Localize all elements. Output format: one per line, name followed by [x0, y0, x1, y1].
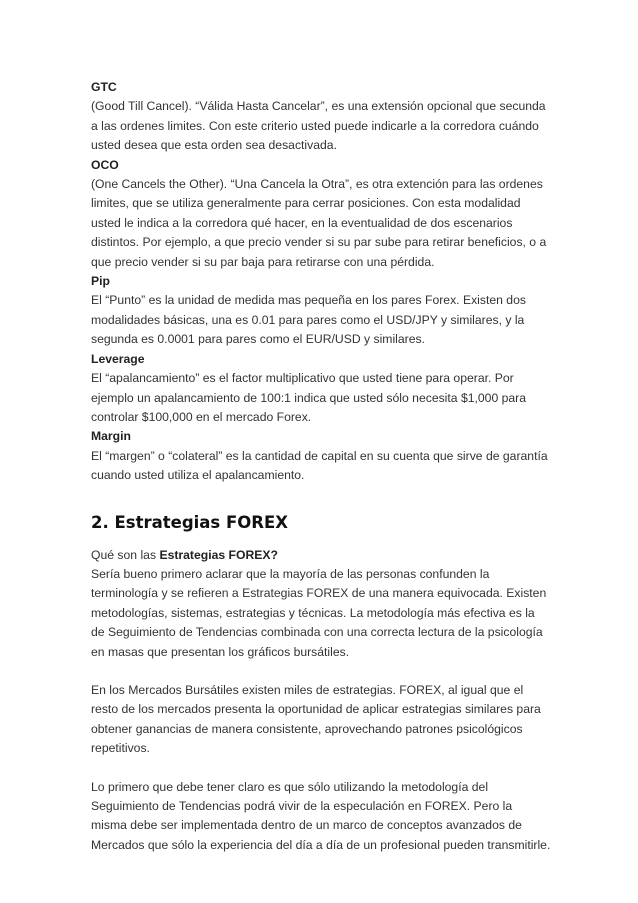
glossary-term-margin: Margin: [91, 429, 131, 444]
glossary-definition-pip: El “Punto” es la unidad de medida mas pequeña en los pares Forex. Existen dos modalidades básicas, una es 0.01 para pares como el USD/JPY y similares, y la segunda es 0.0001 para pares como el EUR/USD y similares.: [91, 293, 526, 347]
glossary-definition-margin: El “margen” o “colateral” es la cantidad de capital en su cuenta que sirve de garantía cuando usted utiliza el apalancamiento.: [91, 448, 548, 483]
glossary-definition-leverage: El “apalancamiento” es el factor multiplicativo que usted tiene para operar. Por ejemplo un apalancamiento de 100:1 indica que usted sólo necesita $1,000 para controlar $100,000 en el mercado Forex.: [91, 371, 527, 424]
glossary-term-leverage: Leverage: [91, 351, 145, 366]
glossary-definition-gtc: (Good Till Cancel). “Válida Hasta Cancelar”, es una extensión opcional que secunda a las ordenes limites. Con este criterio usted puede indicarle a la corredora cuándo usted desea que esta orden sea desactivada.: [91, 99, 546, 153]
question-prefix: Qué son las: [91, 547, 160, 562]
glossary-term-oco: OCO: [91, 157, 119, 172]
question-bold: Estrategias FOREX?: [159, 547, 278, 562]
document-page: [91, 78, 551, 874]
paragraph: Lo primero que debe tener claro es que sólo utilizando la metodología del Seguimiento de Tendencias podrá vivir de la especulación en FOREX. Pero la misma debe ser implementada dentro de un marco de conceptos avanzados de Mercados que sólo la experiencia del día a día de un profesional pueden transmitirle.: [91, 779, 551, 852]
paragraph: En los Mercados Bursátiles existen miles de estrategias. FOREX, al igual que el resto de los mercados presenta la oportunidad de aplicar estrategias similares para obtener ganancias de manera consistente, aprovechando patrones psicológicos repetitivos.: [91, 682, 541, 756]
glossary-term-gtc: GTC: [91, 80, 117, 94]
glossary-definition-oco: (One Cancels the Other). “Una Cancela la Otra”, es otra extención para las ordenes limites, que se utiliza generalmente para cerrar posiciones. Con esta modalidad usted le indica a la corredora qué hacer, en la eventualidad de dos escenarios distintos. Por ejemplo, a que precio vender si su par sube para retirar beneficios, o a que precio vender si su par baja para retirarse con una pérdida.: [91, 177, 547, 269]
section-question: [91, 546, 551, 565]
section-heading: 2. Estrategias FOREX: [91, 512, 288, 532]
glossary: [91, 78, 551, 486]
paragraph: Sería bueno primero aclarar que la mayoría de las personas confunden la terminología y se refieren a Estrategias FOREX de una manera equivocada. Existen metodologías, sistemas, estrategias y técnicas. La metodología más efectiva es la de Seguimiento de Tendencias combinada con una correcta lectura de la psicología en masas que presentan los gráficos bursátiles.: [91, 566, 547, 659]
glossary-term-pip: Pip: [91, 274, 110, 289]
